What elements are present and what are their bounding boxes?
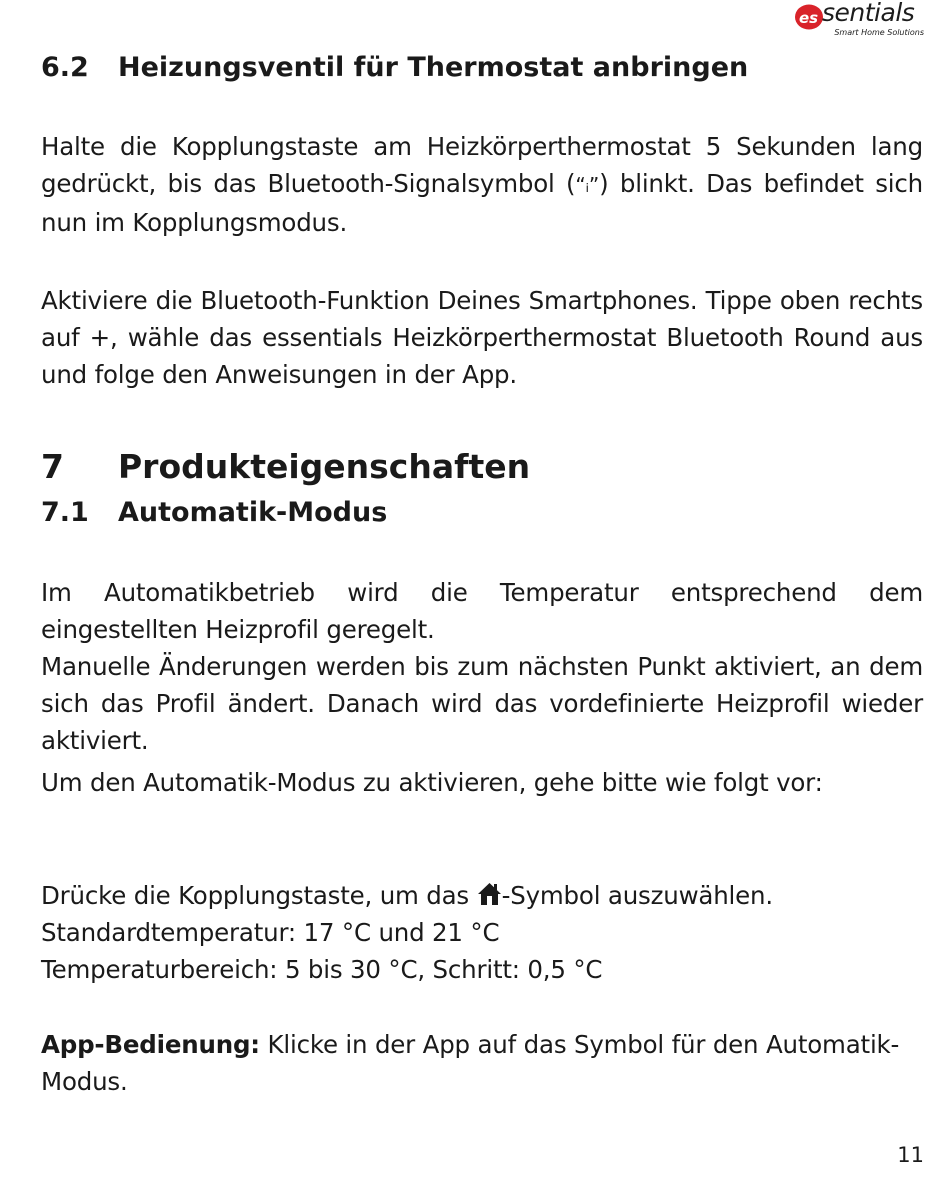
section-7-1-paragraph-2: Manuelle Änderungen werden bis zum nächsten Punkt aktiviert, an dem sich das Profil ändert. Danach wird das vordefinierte Heizprofil wieder aktiviert. <box>41 652 923 755</box>
section-title: Automatik-Modus <box>118 497 388 528</box>
svg-text:es: es <box>799 9 819 27</box>
app-operation-label: App-Bedienung: <box>41 1030 260 1059</box>
chapter-7-heading <box>41 447 530 486</box>
logo-wordmark: sentials <box>822 0 915 27</box>
section-7-1-paragraph-3: Um den Automatik-Modus zu aktivieren, gehe bitte wie folgt vor: <box>41 768 823 797</box>
section-6-2-paragraph-2: Aktiviere die Bluetooth-Funktion Deines Smartphones. Tippe oben rechts auf +, wähle das essentials Heizkörperthermostat Bluetooth Round aus und folge den Anweisungen in der App. <box>41 286 923 389</box>
house-icon <box>477 881 502 907</box>
es-logo-icon <box>794 3 824 31</box>
page-number: 11 <box>897 1143 924 1167</box>
section-6-2-heading <box>41 52 748 83</box>
section-title: Heizungsventil für Thermostat anbringen <box>118 52 749 83</box>
section-7-1-heading <box>41 497 387 528</box>
chapter-title: Produkteigenschaften <box>118 447 531 486</box>
section-number: 6.2 <box>41 52 89 83</box>
temperature-range-line: Temperaturbereich: 5 bis 30 °C, Schritt: 0,5 °C <box>41 955 603 984</box>
bluetooth-signal-icon: “ᵢ” <box>575 173 600 197</box>
essentials-logo <box>794 2 924 38</box>
logo-tagline: Smart Home Solutions <box>834 28 924 37</box>
chapter-number: 7 <box>41 447 64 486</box>
standard-temperature-line: Standardtemperatur: 17 °C und 21 °C <box>41 918 500 947</box>
section-7-1-paragraph-1: Im Automatikbetrieb wird die Temperatur entsprechend dem eingestellten Heizprofil geregelt. <box>41 578 923 644</box>
section-6-2-paragraph-1: Halte die Kopplungstaste am Heizkörperthermostat 5 Sekunden lang gedrückt, bis das Bluetooth-Signalsymbol (“ᵢ”) blinkt. Das befindet sich nun im Kopplungsmodus. <box>41 132 923 237</box>
instruction-line-1: Drücke die Kopplungstaste, um das -Symbol auszuwählen. <box>41 881 773 910</box>
app-operation-paragraph: App-Bedienung: Klicke in der App auf das Symbol für den Automatik-Modus. <box>41 1030 900 1096</box>
section-number: 7.1 <box>41 497 89 528</box>
